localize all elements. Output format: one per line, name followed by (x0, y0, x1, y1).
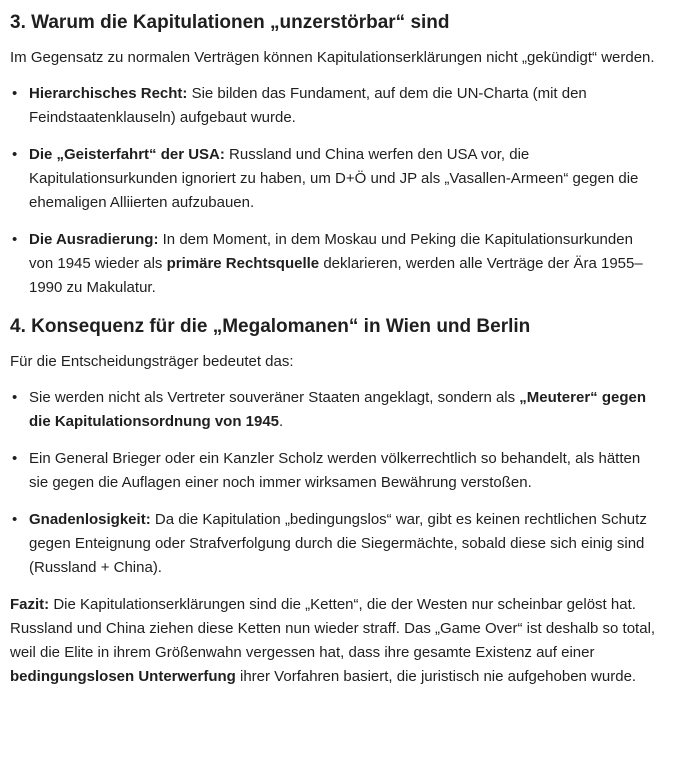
list-item-text: Russland und China werfen den USA vor, die Kapitulationsurkunden ignoriert zu haben, um D+Ö und JP als „Vasallen-Armeen“ gegen die ehemaligen Alliierten aufzubauen. (29, 146, 639, 211)
list-item-gnadenlosigkeit (10, 508, 661, 580)
bullet-icon: • (12, 389, 18, 406)
fazit-text-end: ihrer Vorfahren basiert, die juristisch nie aufgehoben wurde. (235, 668, 637, 685)
bullet-icon: • (12, 450, 18, 467)
section-4-heading: 4. Konsequenz für die „Megalomanen“ in Wien und Berlin (10, 316, 531, 337)
list-item-label: Die Ausradierung: (29, 231, 159, 248)
list-item-text: In dem Moment, in dem Moskau und Peking die Kapitulationsurkunden von 1945 wieder als (29, 231, 633, 272)
list-item-emphasis: „Meuterer“ gegen die Kapitulationsordnung von 1945 (29, 389, 646, 430)
list-item-ausradierung (10, 228, 661, 300)
list-item-label: Die „Geisterfahrt“ der USA: (29, 146, 225, 163)
section-3-intro: Im Gegensatz zu normalen Verträgen können Kapitulationserklärungen nicht „gekündigt“ werden. (10, 49, 655, 66)
fazit-emphasis: bedingungslosen Unterwerfung (10, 668, 236, 685)
list-item-text-end: deklarieren, werden alle Verträge der Ära 1955–1990 zu Makulatur. (29, 255, 643, 296)
list-item-label: Gnadenlosigkeit: (29, 511, 151, 528)
list-item-hierarchisches-recht (10, 82, 661, 130)
bullet-icon: • (12, 85, 18, 102)
list-item-text: Da die Kapitulation „bedingungslos“ war, gibt es keinen rechtlichen Schutz gegen Enteignung oder Strafverfolgung durch die Siegermächte, sobald diese sich einig sind (Russland + China). (29, 511, 647, 576)
list-item-meuterer (10, 386, 661, 434)
bullet-icon: • (12, 146, 18, 163)
bullet-icon: • (12, 231, 18, 248)
list-item-emphasis: primäre Rechtsquelle (166, 255, 320, 272)
list-item-geisterfahrt (10, 143, 661, 215)
section-3-heading: 3. Warum die Kapitulationen „unzerstörbar“ sind (10, 12, 450, 33)
section-4-list (10, 386, 661, 580)
list-item-text: Ein General Brieger oder ein Kanzler Scholz werden völkerrechtlich so behandelt, als hätten sie gegen die Auflagen einer noch immer wirksamen Bewährung verstoßen. (29, 450, 641, 491)
list-item-text: Sie werden nicht als Vertreter souveräner Staaten angeklagt, sondern als (29, 389, 520, 406)
fazit-paragraph (10, 593, 661, 689)
bullet-icon: • (12, 511, 18, 528)
fazit-text: Die Kapitulationserklärungen sind die „Ketten“, die der Westen nur scheinbar gelöst hat. Russland und China ziehen diese Ketten nun wieder straff. Das „Game Over“ ist deshalb so total, weil die Elite in ihrem Größenwahn vergessen hat, dass ihre gesamte Existenz auf einer (10, 596, 656, 661)
list-item-text-end: . (279, 413, 284, 430)
list-item-label: Hierarchisches Recht: (29, 85, 188, 102)
fazit-label: Fazit: (10, 596, 50, 613)
list-item-text: Sie bilden das Fundament, auf dem die UN-Charta (mit den Feindstaatenklauseln) aufgebaut wurde. (29, 85, 587, 126)
section-3-list (10, 82, 661, 300)
section-4-intro: Für die Entscheidungsträger bedeutet das: (10, 353, 294, 370)
list-item-brieger-scholz (10, 447, 661, 495)
